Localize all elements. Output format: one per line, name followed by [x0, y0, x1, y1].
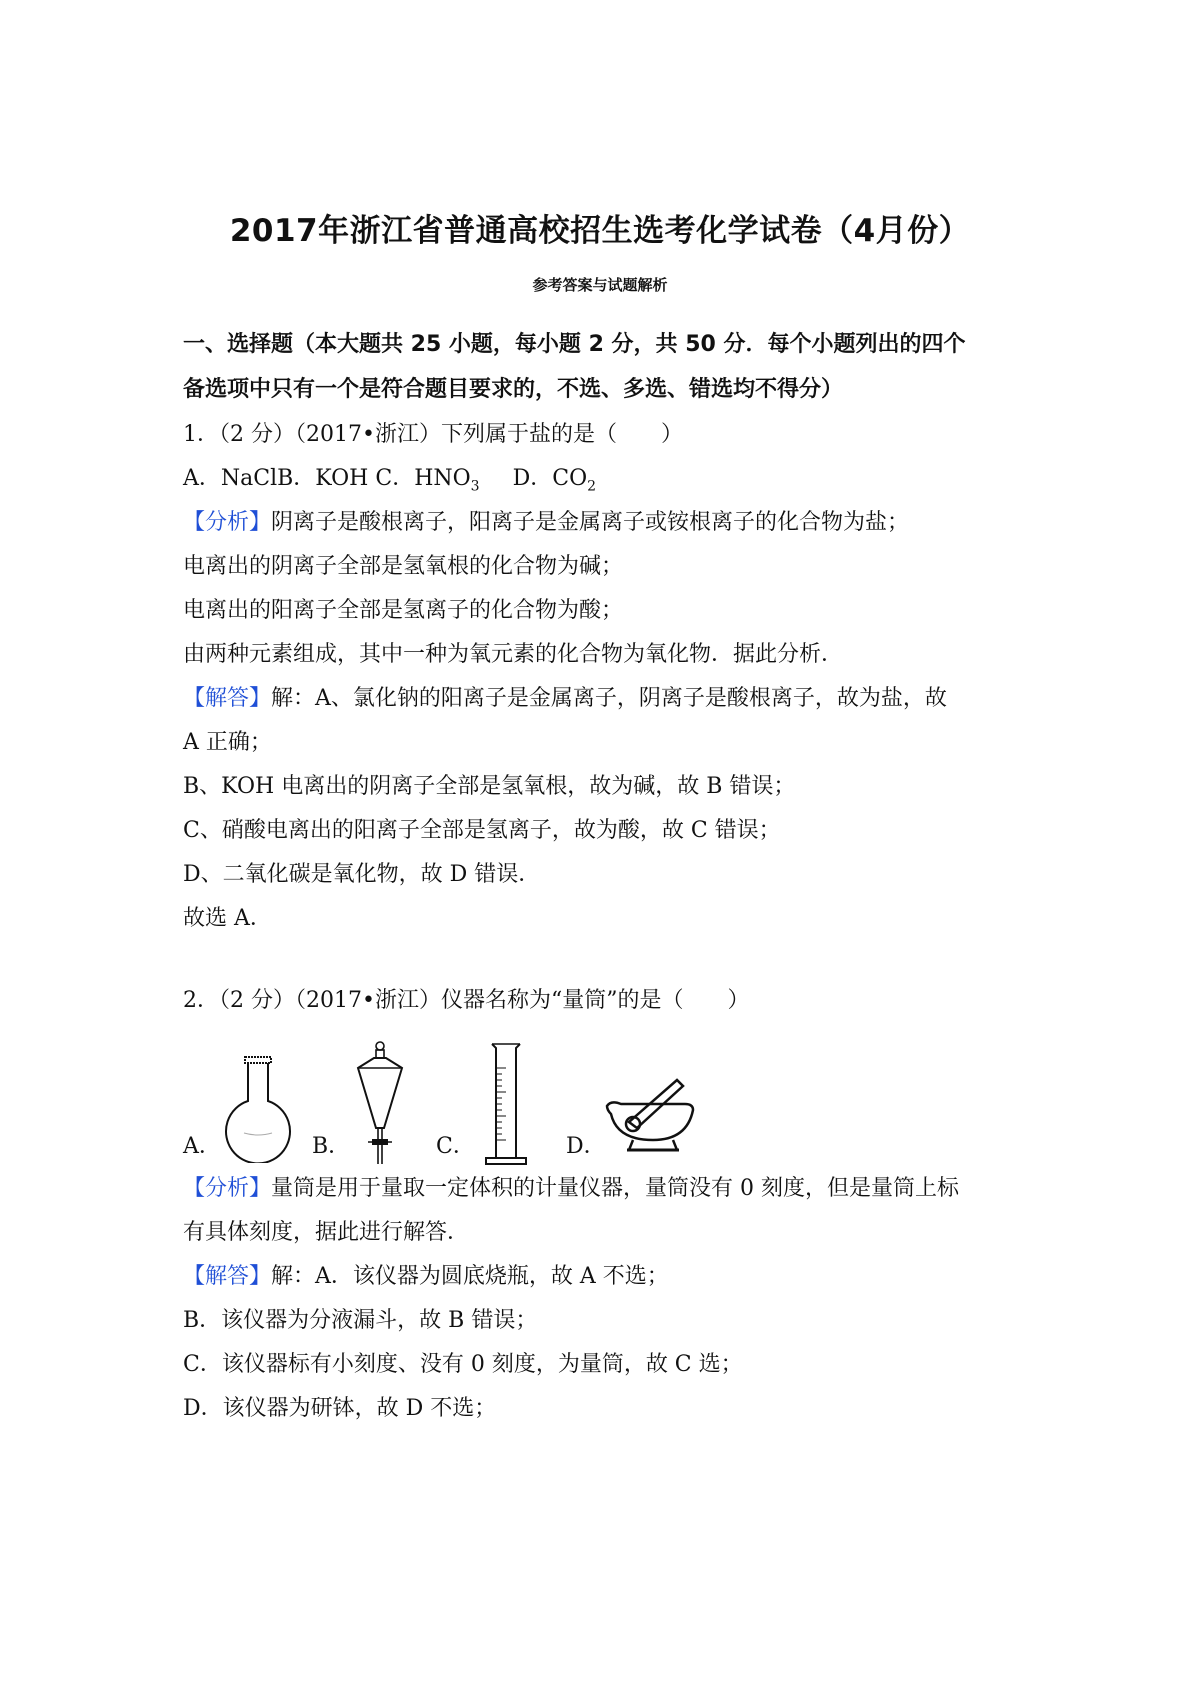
section-heading-line-1: 一、选择题（本大题共 25 小题，每小题 2 分，共 50 分．每个小题列出的四个: [183, 332, 966, 357]
q2-answer-line: 【解答】解：A．该仪器为圆底烧瓶，故 A 不选；: [183, 1264, 669, 1289]
q2-answer-line: B．该仪器为分液漏斗，故 B 错误；: [183, 1308, 538, 1333]
analysis-tag: 【分析】: [183, 510, 272, 535]
q1-analysis-line: 由两种元素组成，其中一种为氧元素的化合物为氧化物．据此分析．: [183, 642, 844, 667]
q1-option-d: D．$CO_2$: [512, 466, 597, 495]
q1-answer-line: B、KOH 电离出的阴离子全部是氢氧根，故为碱，故 B 错误；: [183, 774, 796, 799]
q1-option-b: B．KOH: [277, 466, 369, 491]
q1-answer-line: 【解答】解：A、氯化钠的阳离子是金属离子，阴离子是酸根离子，故为盐，故: [183, 686, 947, 711]
q2-option-c-label: C．: [436, 1134, 475, 1159]
answer-tag: 【解答】: [183, 1264, 272, 1289]
q2-analysis-line: 【分析】量筒是用于量取一定体积的计量仪器，量筒没有 0 刻度，但是量筒上标: [183, 1176, 960, 1201]
q1-analysis-line: 【分析】阴离子是酸根离子，阳离子是金属离子或铵根离子的化合物为盐；: [183, 510, 910, 535]
q2-analysis-line: 有具体刻度，据此进行解答．: [183, 1220, 470, 1245]
page-title: 2017年浙江省普通高校招生选考化学试卷（4月份）: [229, 213, 971, 249]
q1-analysis-line: 电离出的阴离子全部是氢氧根的化合物为碱；: [183, 554, 624, 579]
section-heading-line-2: 备选项中只有一个是符合题目要求的，不选、多选、错选均不得分）: [183, 377, 844, 402]
analysis-tag: 【分析】: [183, 1176, 272, 1201]
q2-option-d-label: D．: [566, 1134, 606, 1159]
q1-answer-line: C、硝酸电离出的阳离子全部是氢离子，故为酸，故 C 错误；: [183, 818, 781, 843]
q1-answer-line: 故选 A．: [183, 906, 272, 931]
q1-option-a: A．NaCl: [183, 466, 278, 491]
q2-answer-line: D．该仪器为研钵，故 D 不选；: [183, 1396, 497, 1421]
q2-answer-line: C．该仪器标有小刻度、没有 0 刻度，为量筒，故 C 选；: [183, 1352, 743, 1377]
q2-option-a-label: A．: [183, 1134, 221, 1159]
q1-analysis-line: 电离出的阳离子全部是氢离子的化合物为酸；: [183, 598, 624, 623]
q2-option-b-label: B．: [312, 1134, 351, 1159]
q1-option-c: C．$HNO_3$: [375, 466, 480, 495]
graduated-cylinder-icon: [482, 1040, 542, 1166]
separatory-funnel-icon: [348, 1040, 412, 1166]
answer-tag: 【解答】: [183, 686, 272, 711]
page-subtitle: 参考答案与试题解析: [532, 276, 668, 294]
q2-stem: 2．（2 分）（2017•浙江）仪器名称为“量筒”的是（ ）: [183, 988, 750, 1013]
q1-stem: 1．（2 分）（2017•浙江）下列属于盐的是（ ）: [183, 422, 683, 447]
q1-answer-line: A 正确；: [183, 730, 272, 755]
q1-options: [183, 464, 596, 501]
mortar-and-pestle-icon: [603, 1070, 703, 1156]
q1-answer-line: D、二氧化碳是氧化物，故 D 错误．: [183, 862, 541, 887]
round-bottom-flask-icon: [222, 1055, 294, 1163]
